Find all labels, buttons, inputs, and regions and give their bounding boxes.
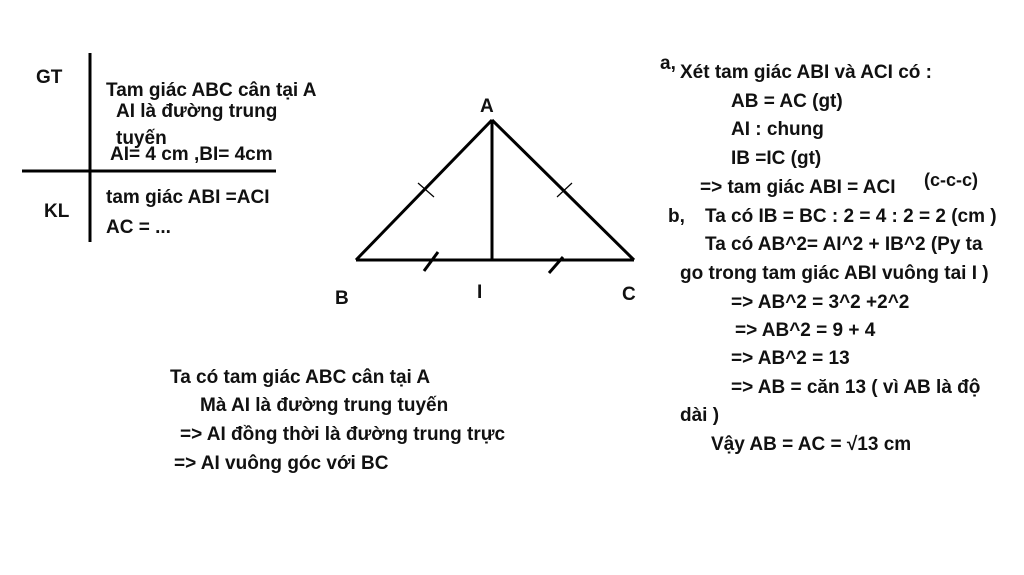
part-b-line-2: Ta có AB^2= AI^2 + IB^2 (Py ta [705,234,983,255]
reasoning-line-3: => AI đồng thời là đường trung trực [180,424,506,445]
vertex-label-b: B [335,288,349,309]
part-b-line-6: => AB^2 = 13 [731,348,850,369]
part-b-line-3: go trong tam giác ABI vuông tai I ) [680,263,989,284]
point-label-i: I [477,282,483,303]
part-a-line-5: => tam giác ABI = ACI [700,177,896,198]
part-b-line-4: => AB^2 = 3^2 +2^2 [731,292,910,313]
kl-line-1: tam giác ABI =ACI [106,187,270,208]
kl-label: KL [44,201,70,222]
part-b-line-7: => AB = căn 13 ( vì AB là độ [731,377,981,398]
part-a-line-1: Xét tam giác ABI và ACI có : [680,62,932,83]
side-ac [492,120,634,260]
part-a-marker: a, [660,53,676,74]
gt-line-3: tuyến [116,128,167,149]
gt-line-2: AI là đường trung [116,101,278,122]
reasoning-line-2: Mà AI là đường trung tuyến [200,395,449,416]
part-b-line-9: Vậy AB = AC = √13 cm [711,434,912,455]
reasoning-line-1: Ta có tam giác ABC cân tại A [170,367,431,388]
part-a-ccc: (c-c-c) [924,170,979,190]
part-b-marker: b, [668,206,685,227]
part-b-line-8: dài ) [680,405,720,426]
gt-line-1: Tam giác ABC cân tại A [106,80,317,101]
part-a-line-4: IB =IC (gt) [731,148,822,169]
part-a-line-3: AI : chung [731,119,824,140]
reasoning-line-4: => AI vuông góc với BC [174,453,389,474]
part-a-line-2: AB = AC (gt) [731,91,843,112]
kl-line-2: AC = ... [106,217,171,238]
part-b-line-5: => AB^2 = 9 + 4 [735,320,876,341]
vertex-label-c: C [622,284,636,305]
vertex-label-a: A [480,96,494,117]
side-ab [356,120,492,260]
gt-label: GT [36,67,63,88]
gt-line-4: AI= 4 cm ,BI= 4cm [110,144,273,165]
part-b-line-1: Ta có IB = BC : 2 = 4 : 2 = 2 (cm ) [705,206,997,227]
